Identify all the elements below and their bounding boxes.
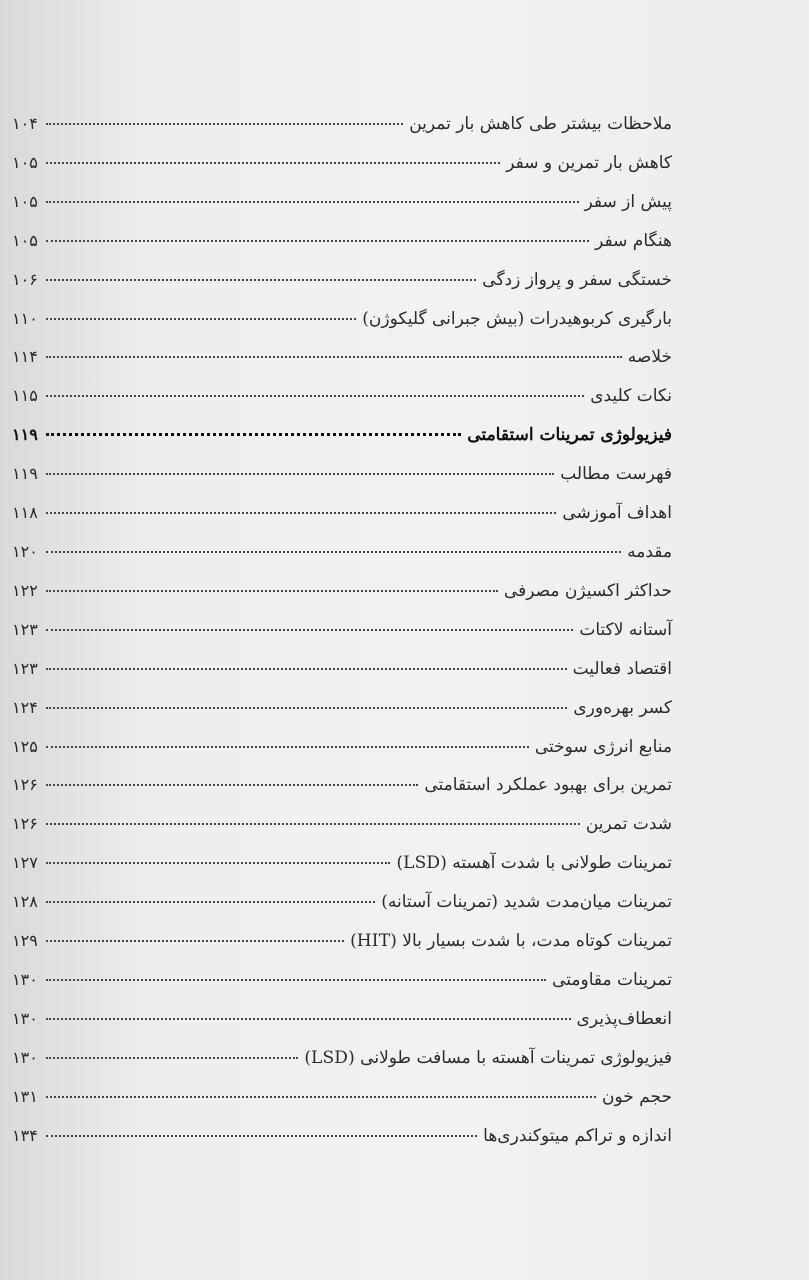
toc-entry (12, 231, 672, 270)
toc-entry-page-number: ۱۰۵ (12, 191, 38, 211)
toc-entry (12, 931, 672, 970)
toc-entry-title: کاهش بار تمرین و سفر (506, 152, 672, 173)
toc-entry-page-number: ۱۰۶ (12, 269, 38, 289)
toc-entry-page-number: ۱۲۲ (12, 580, 38, 600)
toc-entry-page-number: ۱۱۹ (12, 425, 38, 445)
toc-entry-title: تمرینات طولانی با شدت آهسته (LSD) (396, 853, 672, 874)
toc-entry-page-number: ۱۳۱ (12, 1086, 38, 1106)
toc-entry-page-number: ۱۲۰ (12, 541, 38, 561)
toc-leader-dots (46, 318, 356, 320)
toc-entry-title: اقتصاد فعالیت (572, 658, 672, 679)
toc-entry-title: فیزیولوژی تمرینات استقامتی (467, 425, 672, 446)
toc-leader-dots (46, 356, 622, 358)
toc-entry (12, 386, 672, 425)
toc-entry (12, 814, 672, 853)
toc-entry-page-number: ۱۲۳ (12, 658, 38, 678)
toc-entry-title: تمرین برای بهبود عملکرد استقامتی (424, 775, 672, 796)
toc-entry-page-number: ۱۰۵ (12, 152, 38, 172)
toc-entry (12, 698, 672, 737)
toc-leader-dots (46, 1018, 571, 1020)
toc-leader-dots (46, 1057, 298, 1059)
toc-entry (12, 192, 672, 231)
toc-leader-dots (46, 901, 375, 903)
toc-entry (12, 1009, 672, 1048)
toc-entry (12, 114, 672, 153)
toc-leader-dots (46, 629, 573, 631)
toc-entry-page-number: ۱۳۰ (12, 1047, 38, 1067)
toc-entry (12, 347, 672, 386)
toc-entry-title: حجم خون (602, 1086, 672, 1107)
toc-entry (12, 503, 672, 542)
toc-leader-dots (46, 279, 476, 281)
toc-entry-title: اندازه و تراکم میتوکندری‌ها (483, 1125, 672, 1146)
toc-entry-page-number: ۱۳۰ (12, 969, 38, 989)
toc-leader-dots (46, 473, 554, 475)
toc-entry (12, 1126, 672, 1165)
toc-leader-dots (46, 862, 390, 864)
toc-entry (12, 542, 672, 581)
toc-entry-title: نکات کلیدی (590, 386, 672, 407)
toc-entry (12, 464, 672, 503)
toc-entry-title: انعطاف‌پذیری (576, 1008, 672, 1029)
toc-entry (12, 775, 672, 814)
toc-entry-title: کسر بهره‌وری (573, 697, 672, 718)
toc-entry (12, 1087, 672, 1126)
toc-entry-page-number: ۱۱۸ (12, 503, 38, 523)
toc-entry-title: خستگی سفر و پرواز زدگی (482, 269, 672, 290)
toc-entry (12, 659, 672, 698)
toc-leader-dots (46, 1135, 477, 1137)
toc-entry-page-number: ۱۱۹ (12, 464, 38, 484)
toc-leader-dots (46, 433, 461, 436)
toc-entry (12, 581, 672, 620)
toc-leader-dots (46, 240, 589, 242)
toc-leader-dots (46, 823, 580, 825)
toc-entry-page-number: ۱۰۵ (12, 230, 38, 250)
toc-entry (12, 970, 672, 1009)
toc-entry-title: ملاحظات بیشتر طی کاهش بار تمرین (409, 114, 672, 134)
toc-leader-dots (46, 784, 418, 786)
toc-entry-page-number: ۱۳۰ (12, 1008, 38, 1028)
toc-entry-title: تمرینات کوتاه مدت، با شدت بسیار بالا (HIT) (350, 931, 672, 952)
table-of-contents (12, 114, 672, 1164)
toc-entry-page-number: ۱۲۴ (12, 697, 38, 717)
toc-entry (12, 270, 672, 309)
toc-leader-dots (46, 668, 567, 670)
toc-entry-title: پیش از سفر (584, 191, 672, 212)
toc-entry-title: اهداف آموزشی (562, 503, 672, 524)
toc-entry (12, 425, 672, 464)
toc-leader-dots (46, 746, 529, 748)
toc-entry-title: فهرست مطالب (560, 464, 672, 485)
toc-entry-title: آستانه لاکتات (579, 619, 672, 640)
toc-entry (12, 309, 672, 348)
toc-leader-dots (46, 512, 556, 514)
toc-leader-dots (46, 201, 579, 203)
toc-entry-page-number: ۱۲۳ (12, 619, 38, 639)
toc-entry-page-number: ۱۰۴ (12, 114, 38, 133)
toc-entry-page-number: ۱۲۶ (12, 814, 38, 834)
toc-leader-dots (46, 551, 621, 553)
toc-entry-title: بارگیری کربوهیدرات (بیش جبرانی گلیکوژن) (362, 308, 672, 329)
toc-entry (12, 153, 672, 192)
toc-leader-dots (46, 1096, 596, 1098)
toc-entry (12, 892, 672, 931)
toc-entry-page-number: ۱۱۴ (12, 347, 38, 367)
toc-entry-page-number: ۱۱۵ (12, 386, 38, 406)
toc-entry (12, 853, 672, 892)
toc-leader-dots (46, 123, 403, 125)
toc-entry-page-number: ۱۲۹ (12, 931, 38, 951)
toc-entry-title: شدت تمرین (585, 814, 672, 835)
toc-leader-dots (46, 707, 567, 709)
toc-leader-dots (46, 940, 344, 942)
toc-entry-title: هنگام سفر (595, 230, 672, 251)
toc-entry-page-number: ۱۲۸ (12, 892, 38, 912)
toc-leader-dots (46, 590, 498, 592)
toc-entry-page-number: ۱۱۰ (12, 308, 38, 328)
toc-entry-page-number: ۱۲۶ (12, 775, 38, 795)
toc-entry-title: مقدمه (627, 541, 672, 562)
toc-entry-title: تمرینات مقاومتی (552, 969, 672, 990)
toc-entry-title: فیزیولوژی تمرینات آهسته با مسافت طولانی (LSD) (304, 1047, 672, 1068)
toc-entry (12, 620, 672, 659)
toc-entry (12, 737, 672, 776)
toc-entry-page-number: ۱۳۴ (12, 1125, 38, 1145)
toc-entry-page-number: ۱۲۵ (12, 736, 38, 756)
toc-entry (12, 1048, 672, 1087)
toc-leader-dots (46, 979, 546, 981)
toc-entry-page-number: ۱۲۷ (12, 853, 38, 873)
toc-entry-title: تمرینات میان‌مدت شدید (تمرینات آستانه) (381, 892, 672, 913)
toc-entry-title: خلاصه (627, 347, 672, 368)
toc-entry-title: حداکثر اکسیژن مصرفی (503, 580, 672, 601)
toc-leader-dots (46, 162, 500, 164)
toc-entry-title: منابع انرژی سوختی (534, 736, 672, 757)
toc-leader-dots (46, 395, 584, 397)
